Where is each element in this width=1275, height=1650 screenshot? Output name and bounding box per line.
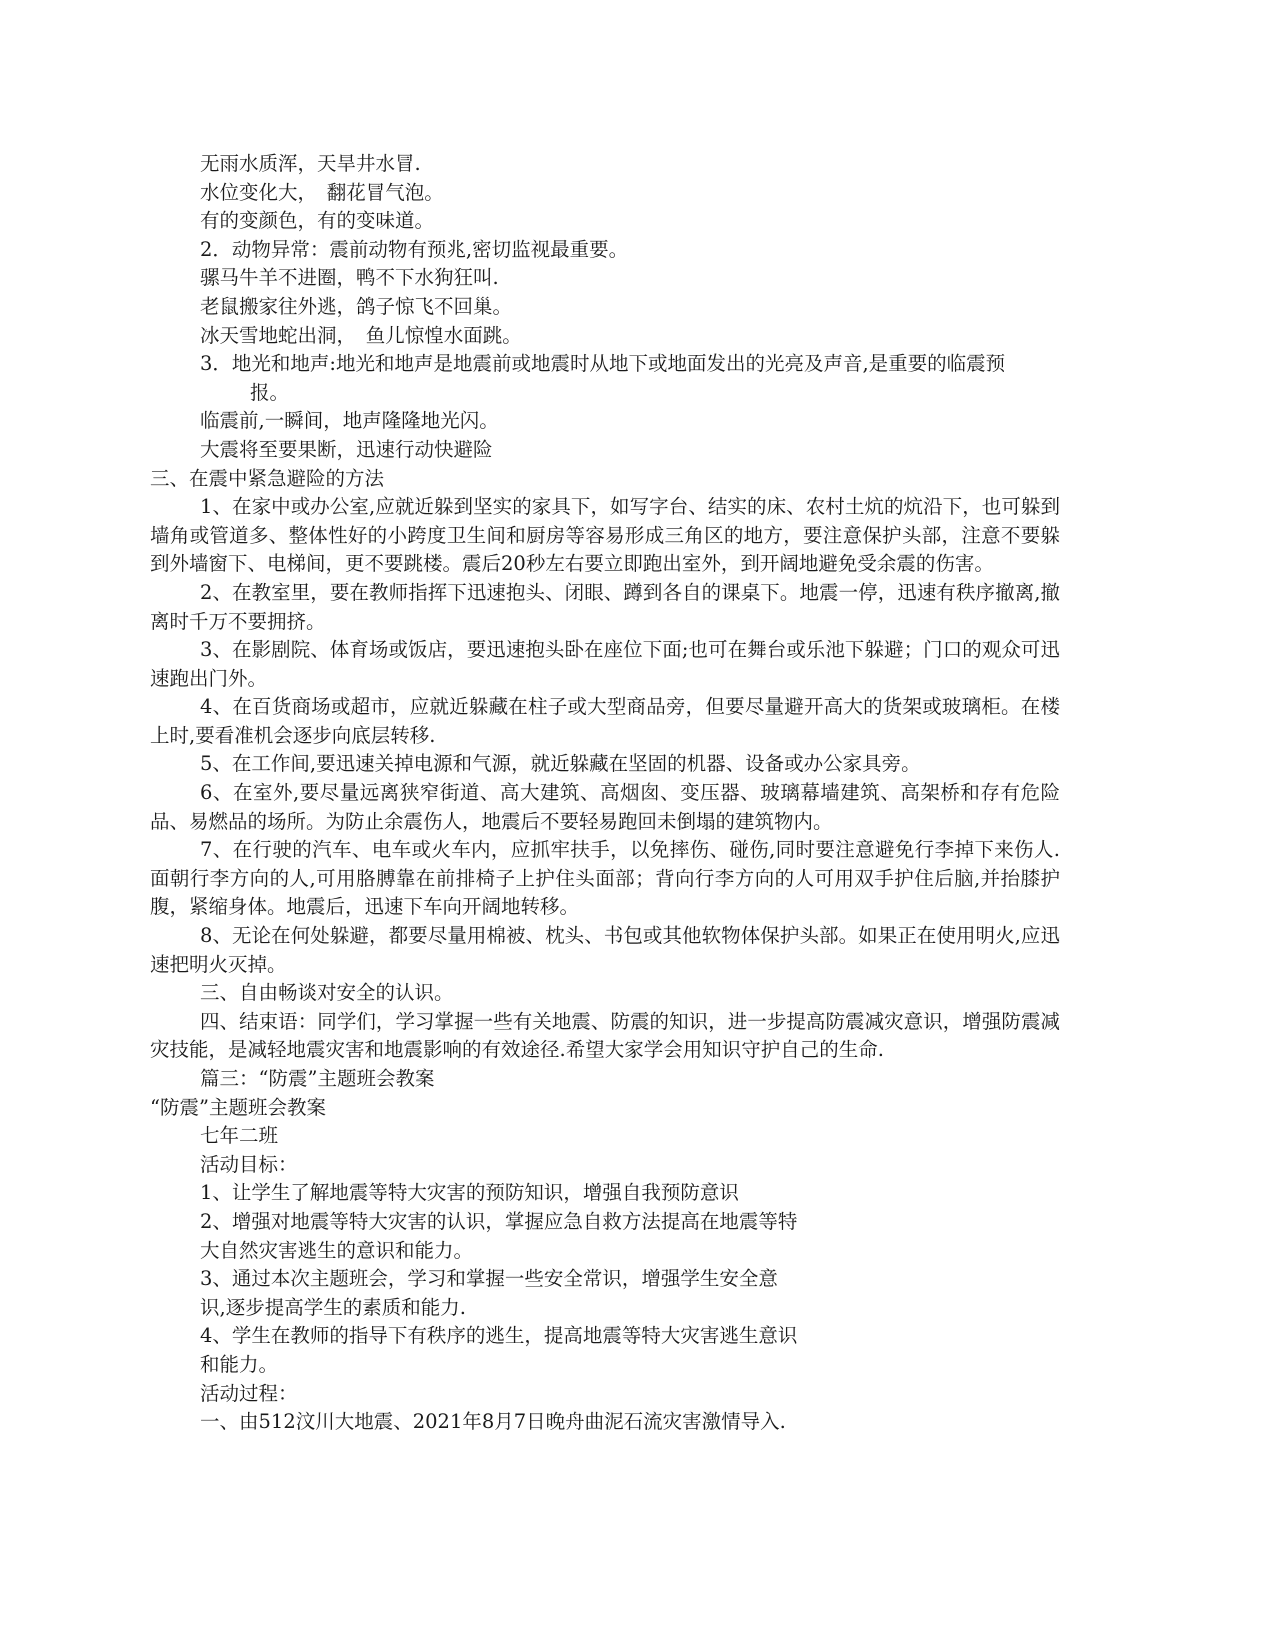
paragraph: 6、在室外,要尽量远离狭窄街道、高大建筑、高烟囱、变压器、玻璃幕墙建筑、高架桥和存有危险品、易燃品的场所。为防止余震伤人，地震后不要轻易跑回未倒塌的建筑物内。 [150, 781, 1060, 833]
text-line: 冰天雪地蛇出洞， 鱼儿惊惶水面跳。 [200, 323, 522, 347]
document-title: “防震”主题班会教案 [150, 1095, 326, 1119]
paragraph: 3、通过本次主题班会，学习和掌握一些安全常识，增强学生安全意识,逐步提高学生的素质和能力. [200, 1267, 778, 1319]
text-line: 水位变化大， 翻花冒气泡。 [200, 180, 444, 204]
text-line: 2．动物异常：震前动物有预兆,密切监视最重要。 [200, 237, 629, 261]
text-line: 3．地光和地声:地光和地声是地震前或地震时从地下或地面发出的光亮及声音,是重要的临震预 [200, 352, 1006, 376]
text-line: 报。 [250, 380, 290, 404]
text-line: 有的变颜色，有的变味道。 [200, 209, 435, 233]
text-line: 临震前,一瞬间，地声隆隆地光闪。 [200, 409, 499, 433]
text-line: 活动目标： [200, 1152, 298, 1176]
paragraph: 2、在教室里，要在教师指挥下迅速抱头、闭眼、蹲到各自的课桌下。地震一停，迅速有秩序撤离,撤离时千万不要拥挤。 [150, 580, 1060, 633]
paragraph: 三、自由畅谈对安全的认识。 [200, 981, 454, 1005]
paragraph: 四、结束语：同学们，学习掌握一些有关地震、防震的知识，进一步提高防震减灾意识，增强防震减灾技能，是减轻地震灾害和地震影响的有效途径.希望大家学会用知识守护自己的生命. [150, 1009, 1060, 1062]
paragraph: 3、在影剧院、体育场或饭店，要迅速抱头卧在座位下面;也可在舞台或乐池下躲避；门口的观众可迅速跑出门外。 [150, 638, 1060, 690]
paragraph: 4、学生在教师的指导下有秩序的逃生，提高地震等特大灾害逃生意识和能力。 [200, 1324, 798, 1376]
document-page [150, 150, 1060, 1437]
section-heading: 三、在震中紧急避险的方法 [150, 466, 385, 490]
paragraph: 1、在家中或办公室,应就近躲到坚实的家具下，如写字台、结实的床、农村土炕的炕沿下，也可躲到墙角或管道多、整体性好的小跨度卫生间和厨房等容易形成三角区的地方，要注意保护头部，注意不要躲到外墙窗下、电梯间，更不要跳楼。震后20秒左右要立即跑出室外，到开阔地避免受余震的伤害。 [150, 495, 1060, 576]
text-line: 无雨水质浑，天旱井水冒. [200, 152, 421, 175]
paragraph: 7、在行驶的汽车、电车或火车内，应抓牢扶手，以免摔伤、碰伤,同时要注意避免行李掉下来伤人.面朝行李方向的人,可用胳膊靠在前排椅子上护住头面部；背向行李方向的人可用双手护住后脑,并抬膝护腹，紧缩身体。地震后，迅速下车向开阔地转移。 [150, 838, 1060, 919]
text-line: 大震将至要果断，迅速行动快避险 [200, 437, 493, 461]
paragraph: 4、在百货商场或超市，应就近躲藏在柱子或大型商品旁，但要尽量避开高大的货架或玻璃柜。在楼上时,要看准机会逐步向底层转移. [150, 695, 1060, 747]
paragraph: 5、在工作间,要迅速关掉电源和气源，就近躲藏在坚固的机器、设备或办公家具旁。 [200, 752, 921, 776]
text-line: 活动过程： [200, 1381, 298, 1405]
text-line: 1、让学生了解地震等特大灾害的预防知识，增强自我预防意识 [200, 1181, 739, 1205]
paragraph: 8、无论在何处躲避，都要尽量用棉被、枕头、书包或其他软物体保护头部。如果正在使用明火,应迅速把明火灭掉。 [150, 924, 1060, 976]
section-title: 篇三：“防震”主题班会教案 [200, 1067, 435, 1090]
text-line: 骡马牛羊不进圈，鸭不下水狗狂叫. [200, 266, 499, 290]
paragraph: 2、增强对地震等特大灾害的认识，掌握应急自救方法提高在地震等特大自然灾害逃生的意识和能力。 [200, 1209, 798, 1262]
text-line: 老鼠搬家往外逃，鸽子惊飞不回巢。 [200, 294, 513, 318]
class-name: 七年二班 [200, 1124, 279, 1148]
paragraph: 一、由512汶川大地震、2021年8月7日晚舟曲泥石流灾害激情导入. [200, 1410, 786, 1434]
